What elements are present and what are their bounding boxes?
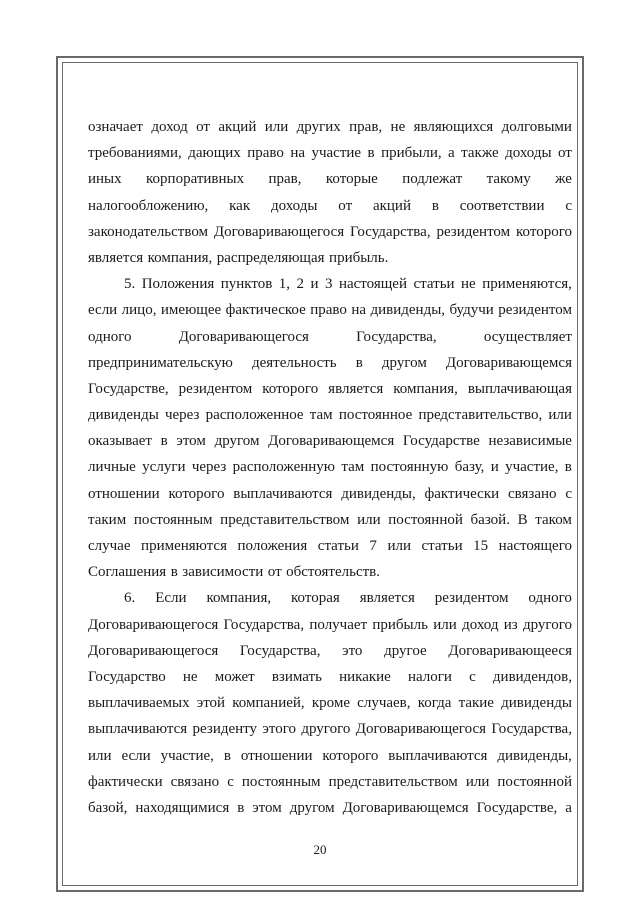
word: выплачиваются [233, 485, 333, 502]
word: в [564, 459, 572, 476]
word: с [565, 485, 572, 502]
word: представительством [328, 773, 458, 790]
word: настоящего [498, 538, 572, 554]
text-line [88, 638, 572, 664]
word: услуги [142, 459, 186, 476]
word: связано [507, 485, 557, 502]
word: или [88, 747, 112, 764]
word: же [555, 171, 572, 188]
word: получает [309, 616, 368, 633]
text-line [88, 716, 572, 742]
word: Государства, [223, 616, 305, 633]
word: подлежат [402, 171, 463, 188]
word: предпринимательскую [88, 354, 233, 371]
text-line [88, 769, 572, 795]
word: от [558, 145, 572, 162]
word: 6. [124, 590, 136, 607]
word: с [227, 773, 234, 790]
text-line [88, 245, 572, 271]
text-line [88, 507, 572, 533]
word: Договаривающемся [268, 433, 395, 450]
word: Государства, [239, 642, 321, 659]
word: в [237, 799, 245, 816]
text-line [88, 193, 572, 219]
word: в [367, 145, 375, 162]
word: другом [214, 433, 260, 450]
word: которого [516, 223, 572, 240]
word: участие [311, 145, 362, 162]
word: представительством [220, 511, 350, 528]
text-line [88, 585, 572, 611]
word: иных [88, 171, 122, 188]
word: положения [237, 538, 308, 554]
word: компания, [393, 380, 458, 397]
word: доход [151, 119, 188, 135]
word: от [267, 564, 282, 581]
word: Договаривающегося [88, 642, 219, 659]
word: это [342, 642, 363, 659]
word: лицо, [121, 302, 157, 319]
word: будучи [449, 302, 494, 319]
word: другого [301, 721, 351, 738]
word: находящимися [135, 799, 230, 816]
word: выплачиваются [88, 721, 188, 738]
word: постоянной [388, 511, 463, 528]
word: обстоятельств. [286, 564, 380, 581]
word: Государство [88, 668, 166, 685]
word: зависимости [182, 564, 264, 581]
text-line [88, 612, 572, 638]
word: компания, [206, 590, 272, 607]
word: или [357, 511, 381, 528]
word: дивиденды, [341, 485, 416, 502]
word: там [309, 407, 333, 424]
word: налогообложению, [88, 197, 209, 214]
word: резидентом [434, 590, 509, 607]
word: Если [155, 590, 187, 607]
word: из [503, 616, 518, 633]
text-line [88, 350, 572, 376]
word: такому [486, 171, 531, 188]
text-line [88, 533, 572, 559]
word: доход [462, 616, 499, 633]
word: налоги [407, 668, 452, 685]
word: случаев, [357, 695, 411, 712]
text-line [88, 795, 572, 821]
word: Договаривающегося [178, 328, 309, 345]
word: фактически [424, 485, 500, 502]
text-line [88, 402, 572, 428]
word: другом [381, 354, 427, 371]
word: а [448, 145, 455, 162]
word: законодательством [88, 223, 209, 240]
word: Договаривающемся [445, 354, 572, 371]
word: связано [170, 773, 220, 790]
word: фактическое [225, 302, 306, 319]
word: Государства, [356, 328, 437, 345]
word: как [229, 197, 251, 214]
word: не [182, 668, 198, 685]
word: 3 [324, 276, 333, 293]
word: другом [289, 799, 335, 816]
word: оказывает [88, 433, 152, 450]
word: участие, [505, 459, 559, 476]
word: или [548, 407, 572, 424]
word: постоянной [497, 773, 572, 790]
text-line [88, 454, 572, 480]
word: в [170, 564, 178, 581]
text-line [88, 114, 572, 140]
word: этом [252, 799, 282, 816]
word: Государстве, [476, 799, 558, 816]
word: когда [417, 695, 452, 712]
word: доходы [505, 145, 552, 162]
word: прибыли, [381, 145, 442, 162]
word: с [469, 668, 476, 685]
word: Государства, [491, 721, 572, 738]
word: базой. [470, 511, 510, 528]
word: постоянным [133, 511, 213, 528]
word: корпоративных [146, 171, 245, 188]
word: дивиденды, [497, 747, 572, 764]
word: случае [88, 538, 131, 554]
word: участие, [160, 747, 214, 764]
text-line [88, 428, 572, 454]
word: Государстве, [88, 380, 169, 397]
word: этой [196, 695, 226, 712]
word: выплачивающая [467, 380, 572, 397]
word: применяются, [482, 276, 572, 293]
word: имеющее [160, 302, 222, 319]
word: дающих [188, 145, 241, 162]
word: В [517, 511, 528, 528]
word: личные [88, 459, 136, 476]
word: Положения [141, 276, 215, 293]
word: независимые [488, 433, 572, 450]
word: отношении [88, 485, 160, 502]
word: право [247, 145, 284, 162]
word: деятельность [251, 354, 337, 371]
word: 2 [296, 276, 304, 293]
word: Договаривающегося [88, 616, 219, 633]
word: расположенную [232, 459, 335, 476]
word: выплачиваемых [88, 695, 190, 712]
text-line [88, 140, 572, 166]
word: акций [372, 197, 411, 214]
text-line [88, 664, 572, 690]
word: которого [168, 485, 225, 502]
word: Договаривающемся [342, 799, 469, 816]
text-line [88, 481, 572, 507]
word: постоянное [338, 407, 413, 424]
word: является [328, 380, 384, 397]
word: отношении [240, 747, 313, 764]
word: через [191, 459, 227, 476]
text-line [88, 376, 572, 402]
word: применяются [141, 538, 227, 554]
word: Договаривающееся [448, 642, 572, 659]
document-body [88, 114, 572, 821]
word: Договаривающегося [355, 721, 487, 738]
word: через [164, 407, 200, 424]
word: таком [535, 511, 572, 528]
word: и [310, 276, 319, 293]
word: взимать [271, 668, 322, 685]
word: такие [458, 695, 494, 712]
word: никакие [339, 668, 391, 685]
word: является [359, 590, 415, 607]
word: прибыль. [329, 249, 389, 266]
word: или [387, 538, 411, 554]
word: на [290, 145, 306, 162]
word: постоянную [370, 459, 449, 476]
word: являющихся [413, 119, 494, 135]
word: от [196, 119, 210, 135]
word: прибыль [372, 616, 428, 633]
word: компания, [147, 249, 213, 266]
word: кроме [311, 695, 350, 712]
text-line [88, 324, 572, 350]
word: этом [176, 433, 206, 450]
word: базой, [88, 799, 128, 816]
word: других [296, 119, 341, 135]
word: в [431, 197, 439, 214]
word: резидентом [436, 223, 511, 240]
text-line [88, 219, 572, 245]
word: 5. [124, 276, 136, 293]
word: дивиденды [88, 407, 159, 424]
word: в [160, 433, 168, 450]
word: дивиденды, [370, 302, 446, 319]
word: не [390, 119, 406, 135]
text-line [88, 297, 572, 323]
word: прав, [268, 171, 302, 188]
word: осуществляет [483, 328, 572, 345]
word: представительство, [418, 407, 543, 424]
word: 15 [473, 538, 489, 554]
word: с [565, 197, 572, 214]
word: дивиденды [501, 695, 572, 712]
word: требованиями, [88, 145, 182, 162]
word: резидентом [178, 380, 253, 397]
word: дивидендов, [492, 668, 572, 685]
word: пунктов [220, 276, 273, 293]
text-line [88, 166, 572, 192]
word: расположенное [205, 407, 304, 424]
word: постоянным [241, 773, 321, 790]
word: прав, [349, 119, 383, 135]
word: или [264, 119, 289, 135]
word: и [490, 459, 499, 476]
page-number: 20 [313, 842, 327, 857]
word: соответствии [459, 197, 545, 214]
word: 7 [369, 538, 377, 554]
word: которые [325, 171, 378, 188]
word: другое [384, 642, 427, 659]
word: а [565, 799, 572, 816]
word: долговыми [501, 119, 572, 135]
text-line [88, 743, 572, 769]
word: статьи [413, 276, 455, 293]
word: Государстве [402, 433, 480, 450]
word: там [341, 459, 365, 476]
word: от [338, 197, 353, 214]
word: акций [218, 119, 257, 135]
word: этого [262, 721, 296, 738]
word: в [355, 354, 363, 371]
word: которого [262, 380, 319, 397]
word: Соглашения [88, 564, 167, 581]
word: если [88, 302, 118, 319]
word: 1, [278, 276, 291, 293]
word: означает [88, 119, 143, 135]
word: статьи [317, 538, 359, 554]
word: также [461, 145, 499, 162]
word: Государства, [350, 223, 431, 240]
word: или [433, 616, 457, 633]
word: не [461, 276, 476, 293]
word: которого [322, 747, 379, 764]
word: на [351, 302, 367, 319]
word: базу, [454, 459, 485, 476]
word: является [88, 249, 144, 266]
word: фактически [88, 773, 163, 790]
word: статьи [421, 538, 463, 554]
word: в [223, 747, 231, 764]
word: таким [88, 511, 127, 528]
word: право [310, 302, 347, 319]
word: может [214, 668, 255, 685]
word: одного [528, 590, 572, 607]
word: распределяющая [216, 249, 325, 266]
word: одного [88, 328, 132, 345]
word: другого [522, 616, 572, 633]
word: настоящей [338, 276, 407, 293]
word: Договаривающегося [213, 223, 345, 240]
word: которая [291, 590, 340, 607]
text-line [88, 559, 572, 585]
word: доходы [270, 197, 318, 214]
word: если [121, 747, 151, 764]
word: компанией, [232, 695, 305, 712]
word: резиденту [192, 721, 258, 738]
word: выплачиваются [388, 747, 488, 764]
text-line [88, 690, 572, 716]
word: резидентом [498, 302, 572, 319]
text-line [88, 271, 572, 297]
word: или [465, 773, 490, 790]
